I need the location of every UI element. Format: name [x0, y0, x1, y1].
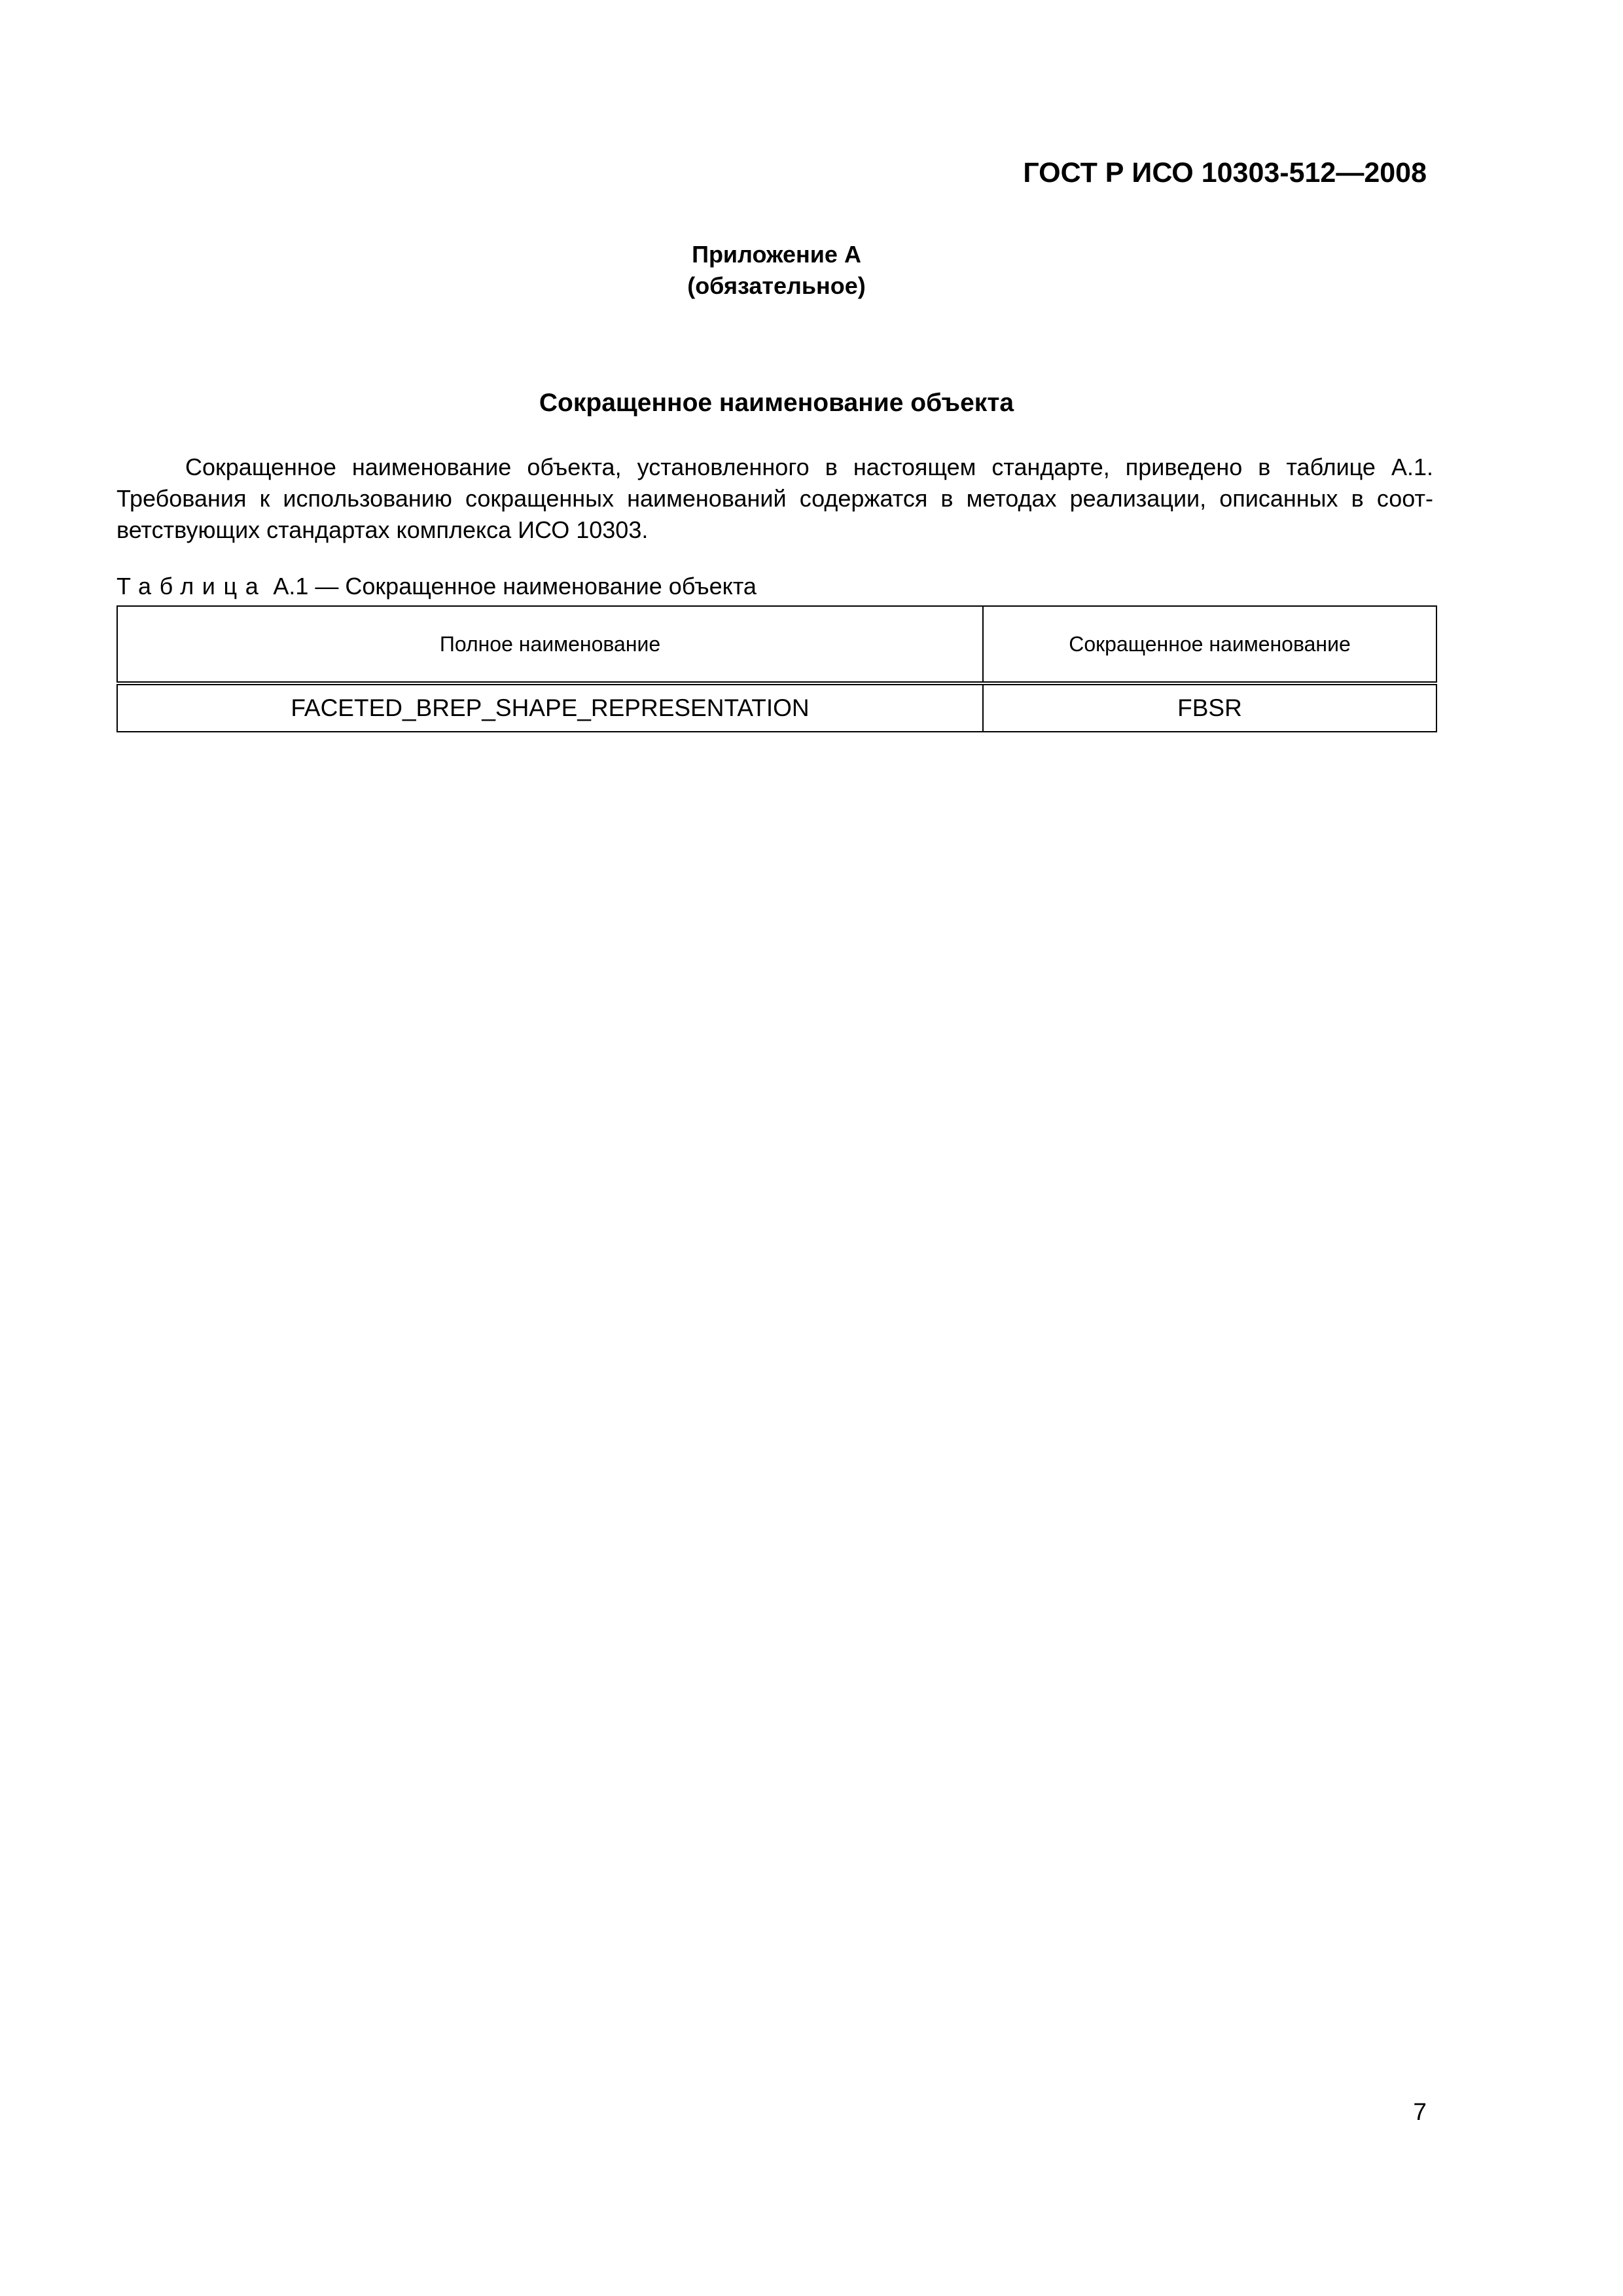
section-title: Сокращенное наименование объекта	[539, 389, 1014, 417]
table-caption	[116, 571, 757, 602]
appendix-heading	[0, 239, 1553, 302]
header-short-name: Сокращенное наименование	[983, 606, 1436, 683]
page-number: 7	[1413, 2098, 1427, 2125]
table-row	[117, 683, 1436, 732]
table-caption-text: А.1 — Сокращенное наименование объекта	[273, 573, 757, 600]
cell-full-name: FACETED_BREP_SHAPE_REPRESENTATION	[117, 683, 983, 732]
header-full-name: Полное наименование	[117, 606, 983, 683]
appendix-status: (обязательное)	[687, 272, 866, 299]
abbreviation-table	[116, 605, 1436, 732]
table-header-row	[117, 606, 1436, 683]
document-id: ГОСТ Р ИСО 10303-512—2008	[1023, 157, 1427, 188]
abbreviation-table-grid	[116, 605, 1437, 732]
body-paragraph: Сокращенное наименование объекта, установленного в настоящем стандарте, приведено в таблице А.1. Требования к использованию сокращенных наименований содержатся в методах реализации, описанных в соответствующих стандартах комплекса ИСО 10303.	[116, 454, 1433, 543]
table-caption-prefix: Таблица	[116, 573, 267, 600]
cell-short-name: FBSR	[983, 683, 1436, 732]
appendix-title: Приложение А	[692, 241, 861, 268]
